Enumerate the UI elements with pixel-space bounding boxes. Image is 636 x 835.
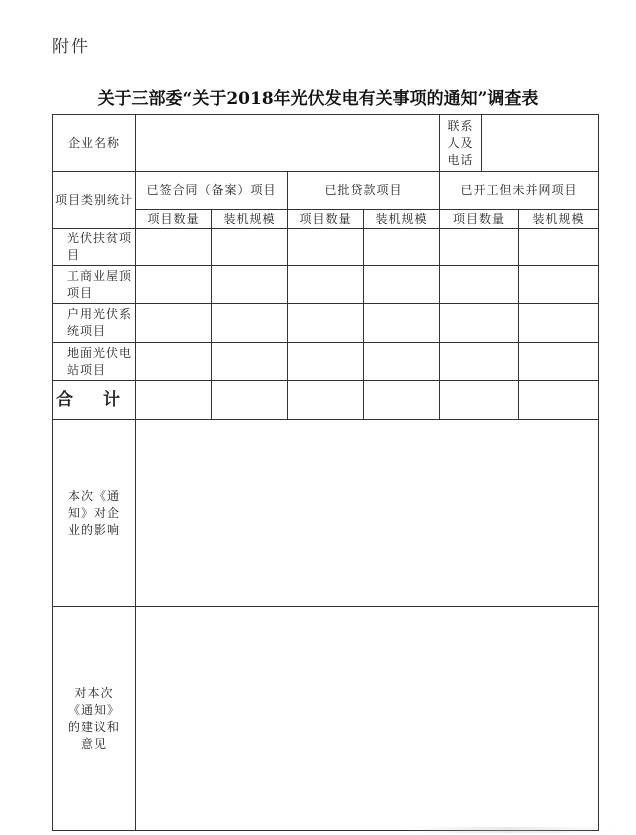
total-cell[interactable]: [519, 381, 599, 420]
survey-table: [52, 114, 599, 831]
subheader-count: 项目数量: [288, 210, 364, 229]
watermark-smudge: [404, 827, 614, 833]
row-label-poverty-pv: 光伏扶贫项目: [53, 229, 136, 266]
table-cell[interactable]: [212, 343, 288, 381]
total-cell[interactable]: [440, 381, 519, 420]
stats-label: 项目类别统计: [53, 172, 136, 229]
subheader-capacity: 装机规模: [364, 210, 440, 229]
total-cell[interactable]: [136, 381, 212, 420]
group-started-not-connected: 已开工但未并网项目: [440, 172, 599, 210]
suggestion-label: 对本次《通知》的建议和意见: [53, 607, 136, 831]
contact-field[interactable]: [482, 115, 599, 172]
table-cell[interactable]: [288, 343, 364, 381]
table-cell[interactable]: [288, 304, 364, 343]
row-label-household: 户用光伏系统项目: [53, 304, 136, 343]
subheader-capacity: 装机规模: [212, 210, 288, 229]
table-row: [53, 343, 599, 381]
subheader-count: 项目数量: [440, 210, 519, 229]
group-approved-loans: 已批贷款项目: [288, 172, 440, 210]
suggestion-field[interactable]: [136, 607, 599, 831]
impact-row: [53, 420, 599, 607]
subheader-capacity: 装机规模: [519, 210, 599, 229]
table-row: [53, 229, 599, 266]
suggestion-row: [53, 607, 599, 831]
total-label: 合 计: [53, 381, 136, 420]
table-cell[interactable]: [288, 266, 364, 304]
table-cell[interactable]: [519, 343, 599, 381]
table-cell[interactable]: [364, 266, 440, 304]
table-cell[interactable]: [136, 266, 212, 304]
table-cell[interactable]: [212, 266, 288, 304]
subheader-count: 项目数量: [136, 210, 212, 229]
contact-label: 联系人及电话: [440, 115, 482, 172]
table-cell[interactable]: [519, 229, 599, 266]
table-cell[interactable]: [364, 343, 440, 381]
table-cell[interactable]: [364, 229, 440, 266]
total-cell[interactable]: [364, 381, 440, 420]
group-signed-contracts: 已签合同（备案）项目: [136, 172, 288, 210]
row-label-rooftop: 工商业屋顶项目: [53, 266, 136, 304]
table-cell[interactable]: [136, 343, 212, 381]
group-header-row: [53, 172, 599, 210]
table-cell[interactable]: [212, 304, 288, 343]
total-cell[interactable]: [212, 381, 288, 420]
company-row: [53, 115, 599, 172]
table-cell[interactable]: [440, 229, 519, 266]
table-cell[interactable]: [440, 343, 519, 381]
table-row: [53, 304, 599, 343]
company-name-field[interactable]: [136, 115, 440, 172]
impact-label: 本次《通知》对企业的影响: [53, 420, 136, 607]
row-label-ground-station: 地面光伏电站项目: [53, 343, 136, 381]
table-cell[interactable]: [136, 229, 212, 266]
table-cell[interactable]: [440, 266, 519, 304]
table-cell[interactable]: [288, 229, 364, 266]
page-title: 关于三部委“关于2018年光伏发电有关事项的通知”调查表: [97, 89, 539, 109]
table-cell[interactable]: [364, 304, 440, 343]
impact-field[interactable]: [136, 420, 599, 607]
table-cell[interactable]: [519, 304, 599, 343]
table-row: [53, 266, 599, 304]
table-cell[interactable]: [519, 266, 599, 304]
table-cell[interactable]: [136, 304, 212, 343]
total-row: [53, 381, 599, 420]
attachment-label: 附件: [52, 37, 90, 57]
table-cell[interactable]: [440, 304, 519, 343]
table-cell[interactable]: [212, 229, 288, 266]
total-cell[interactable]: [288, 381, 364, 420]
company-name-label: 企业名称: [53, 115, 136, 172]
